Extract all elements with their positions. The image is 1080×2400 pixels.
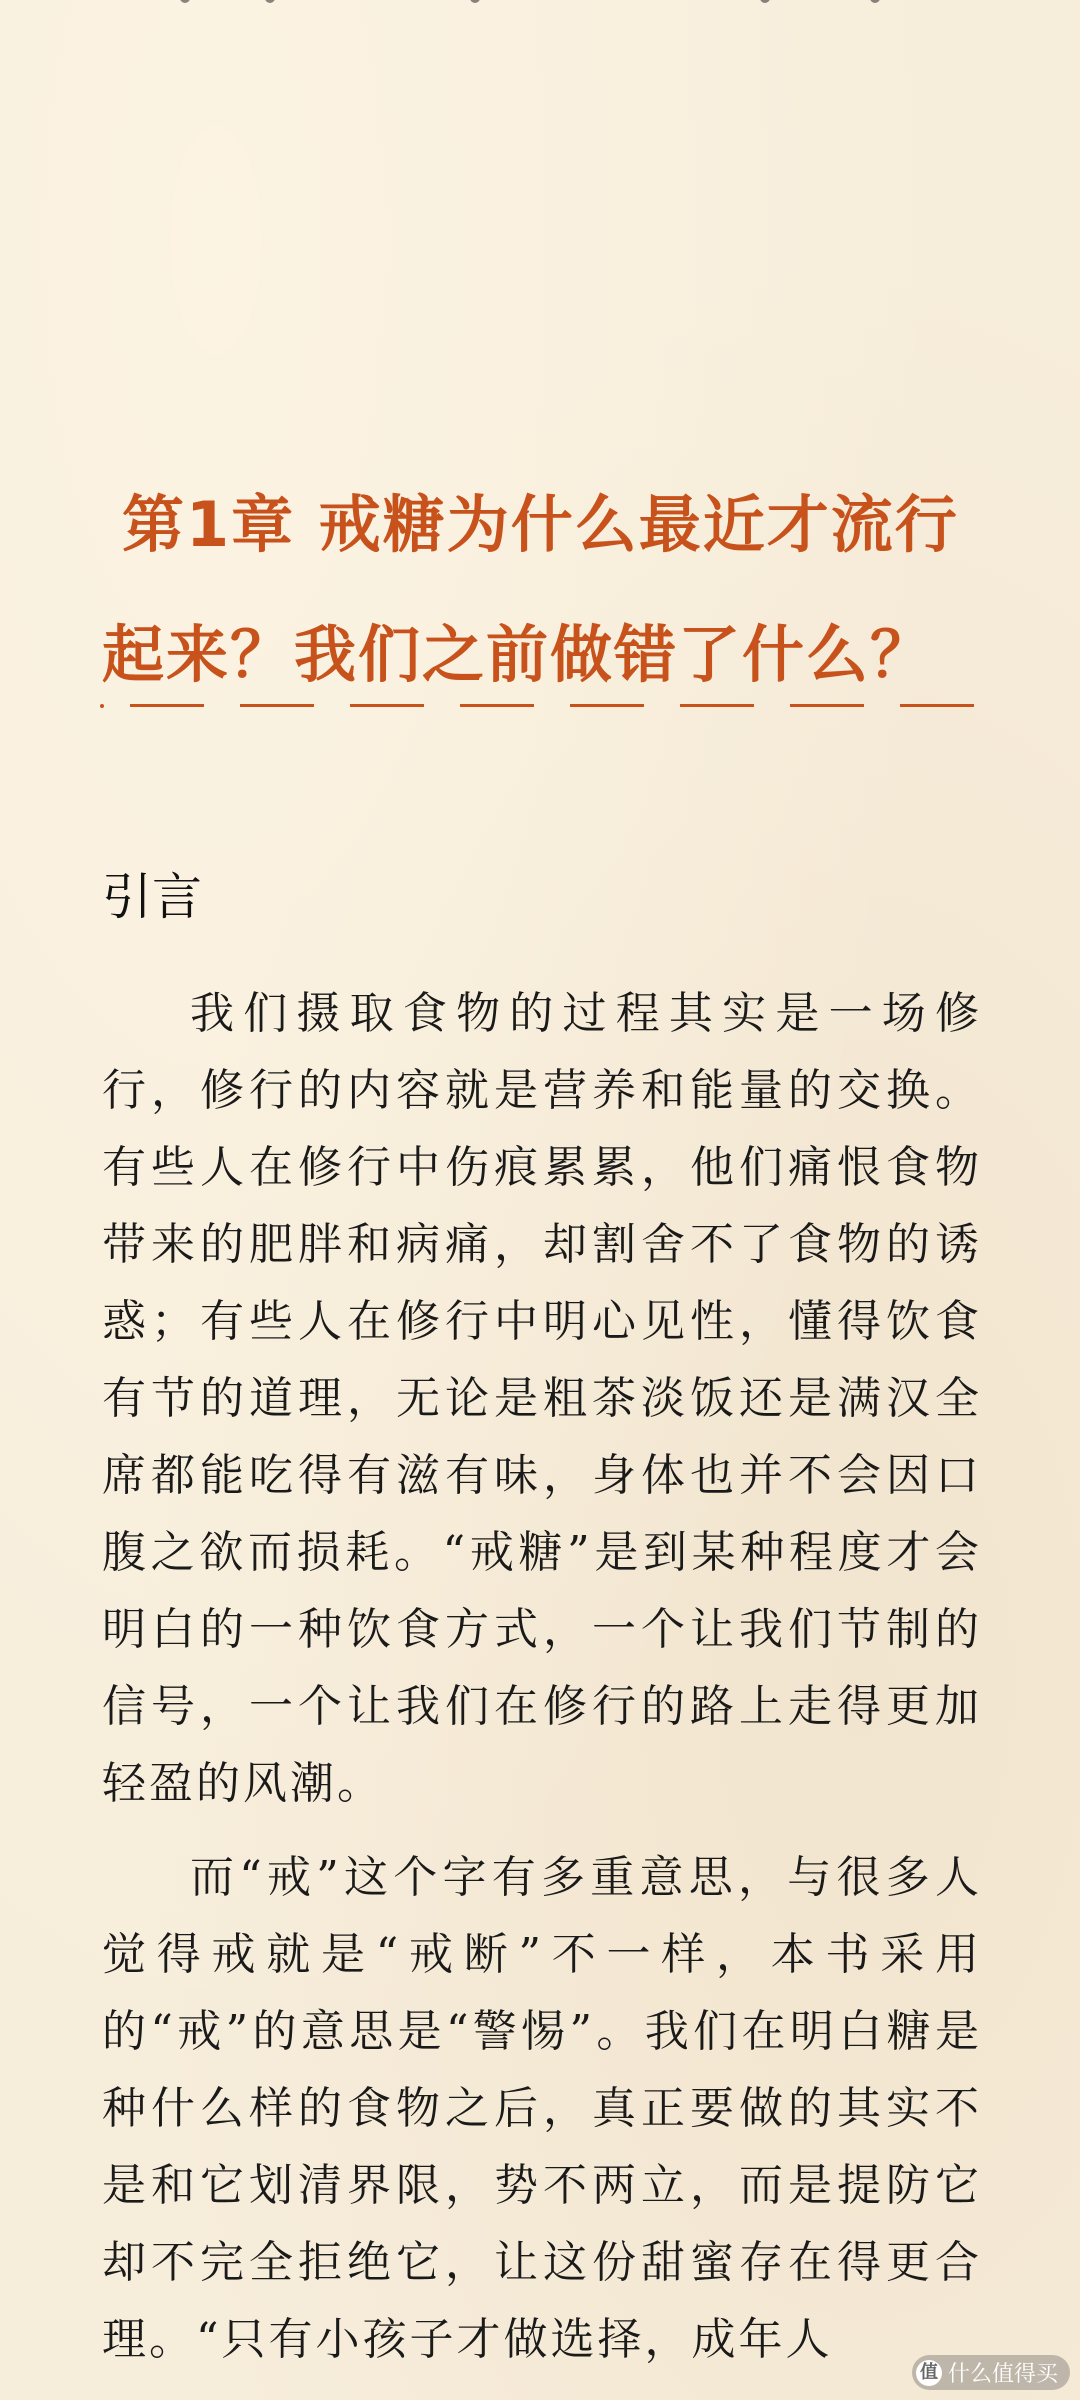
paragraph: 我们摄取食物的过程其实是一场修行，修行的内容就是营养和能量的交换。有些人在修行中伤痕累累，他们痛恨食物带来的肥胖和病痛，却割舍不了食物的诱惑；有些人在修行中明心见性，懂得饮食有节的道理，无论是粗茶淡饭还是满汉全席都能吃得有滋有味，身体也并不会因口腹之欲而损耗。“戒糖”是到某种程度才会明白的一种饮食方式，一个让我们节制的信号，一个让我们在修行的路上走得更加轻盈的风潮。 bbox=[102, 988, 982, 1809]
body-text bbox=[102, 975, 982, 2395]
chapter-title-underline bbox=[100, 704, 980, 708]
paragraph: 而“戒”这个字有多重意思，与很多人觉得戒就是“戒断”不一样，本书采用的“戒”的意思是“警惕”。我们在明白糖是种什么样的食物之后，真正要做的其实不是和它划清界限，势不两立，而是提防它却不完全拒绝它，让这份甜蜜存在得更合理。“只有小孩子才做选择，成年人 bbox=[102, 1852, 982, 2365]
underline-dash bbox=[900, 704, 974, 707]
chapter-title-line-2: 起来？我们之前做错了什么？ bbox=[102, 618, 935, 691]
chapter-title bbox=[102, 460, 982, 720]
underline-dash bbox=[680, 704, 754, 707]
chapter-title-line-1: 第1章 戒糖为什么最近才流行 bbox=[122, 488, 959, 561]
underline-dot bbox=[100, 704, 104, 708]
underline-dash bbox=[350, 704, 424, 707]
section-heading: 引言 bbox=[102, 868, 202, 926]
underline-dash bbox=[130, 704, 204, 707]
watermark-logo-icon: 值 bbox=[916, 2360, 942, 2386]
previous-page-text-fragment bbox=[0, 0, 1080, 6]
watermark-text: 什么值得买 bbox=[947, 2362, 1058, 2387]
site-watermark bbox=[912, 2355, 1070, 2390]
underline-dash bbox=[570, 704, 644, 707]
underline-dash bbox=[240, 704, 314, 707]
underline-dash bbox=[460, 704, 534, 707]
underline-dash bbox=[790, 704, 864, 707]
